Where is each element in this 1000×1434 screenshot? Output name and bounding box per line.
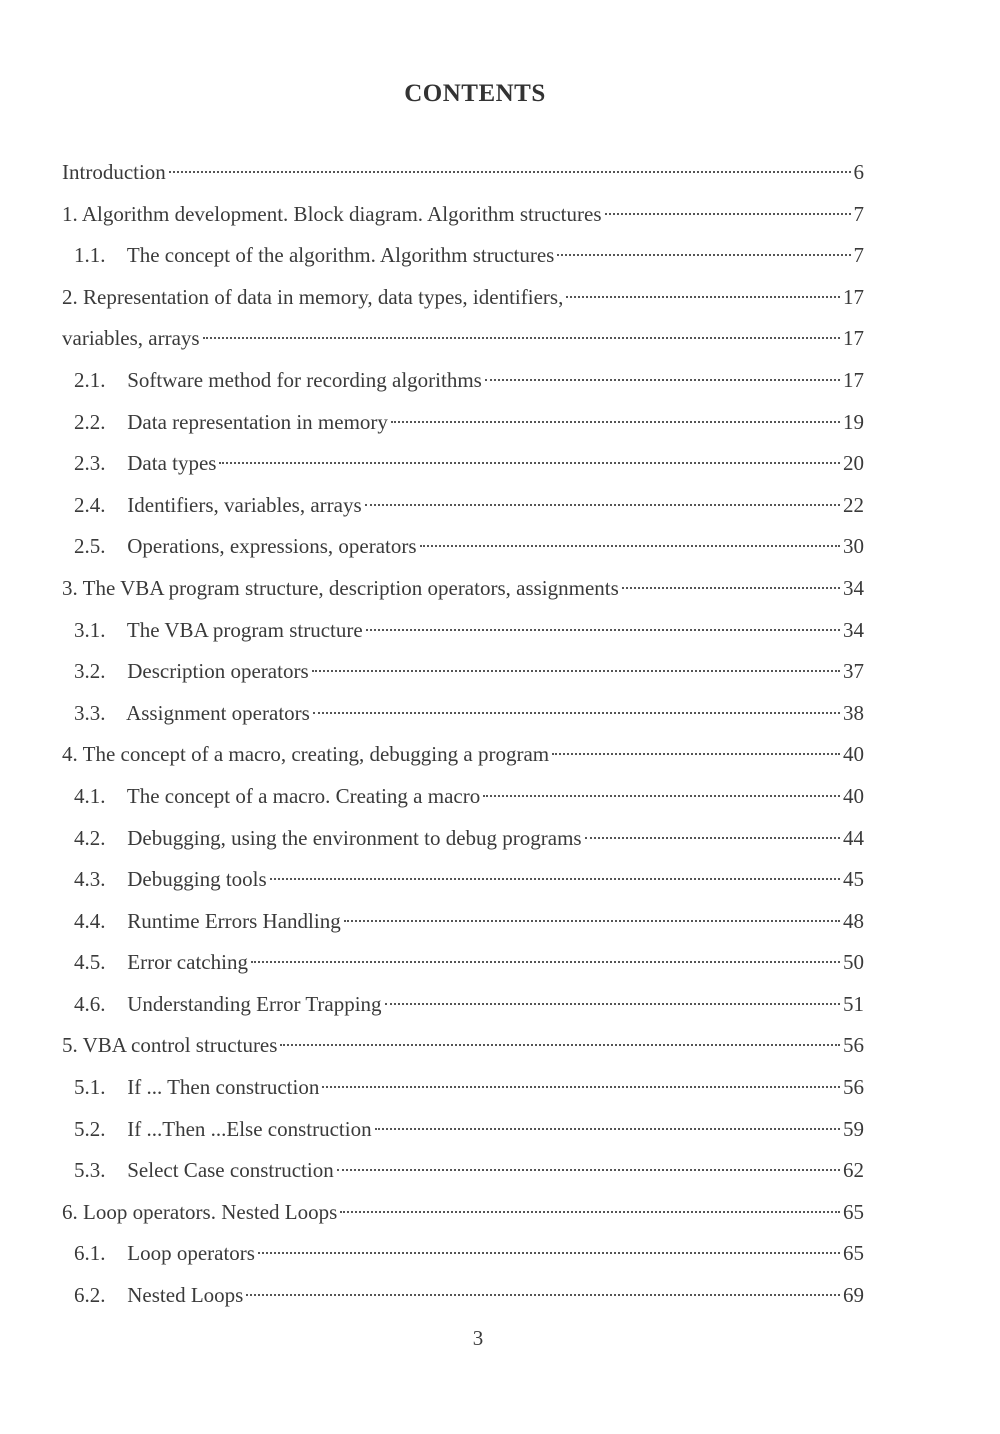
toc-entry-number: 4.1. xyxy=(74,783,106,808)
toc-entry-text xyxy=(74,859,267,901)
toc-entry-number: 6.2. xyxy=(74,1283,106,1308)
toc-entry-page: 20 xyxy=(843,451,864,476)
toc-entry-page: 34 xyxy=(843,575,864,600)
toc-entry-title: Loop operators xyxy=(127,1241,255,1266)
toc-entry-page: 40 xyxy=(843,783,864,808)
toc-entry-text xyxy=(74,651,309,693)
dot-leader xyxy=(312,670,840,672)
toc-entry xyxy=(62,1150,864,1192)
toc-entry-text xyxy=(74,1233,255,1275)
toc-entry-text xyxy=(62,1025,277,1067)
toc-entry-number: 2.5. xyxy=(74,534,106,559)
toc-entry-page: 30 xyxy=(843,534,864,559)
toc-entry-text xyxy=(74,402,388,444)
dot-leader xyxy=(585,837,840,839)
dot-leader xyxy=(258,1252,840,1254)
dot-leader xyxy=(251,961,840,963)
dot-leader xyxy=(344,920,840,922)
toc-entry xyxy=(62,1109,864,1151)
toc-entry-page: 40 xyxy=(843,742,864,767)
toc-entry xyxy=(62,610,864,652)
toc-entry xyxy=(62,526,864,568)
toc-entry-page: 38 xyxy=(843,700,864,725)
dot-leader xyxy=(485,379,840,381)
dot-leader xyxy=(605,213,851,215)
toc-entry-title: Loop operators. Nested Loops xyxy=(83,1199,338,1224)
toc-entry-text xyxy=(62,194,602,236)
toc-entry xyxy=(62,152,864,194)
toc-entry-page: 17 xyxy=(843,367,864,392)
toc-entry xyxy=(62,859,864,901)
toc-entry-page: 7 xyxy=(853,201,864,226)
toc-entry-number: 4.5. xyxy=(74,950,106,975)
toc-entry-number: 3.3. xyxy=(74,700,106,725)
toc-entry-page: 65 xyxy=(843,1241,864,1266)
toc-entry-text xyxy=(62,568,619,610)
toc-entry-page: 34 xyxy=(843,617,864,642)
toc-entry-title: If ...Then ...Else construction xyxy=(127,1116,372,1141)
toc-entry-title: Algorithm development. Block diagram. Algorithm structures xyxy=(81,201,602,226)
toc-entry xyxy=(62,360,864,402)
toc-entry xyxy=(62,901,864,943)
toc-entry-title: Software method for recording algorithms xyxy=(127,367,482,392)
toc-entry-title: The concept of the algorithm. Algorithm structures xyxy=(126,243,555,268)
toc-entry-title: Data types xyxy=(127,451,217,476)
toc-entry xyxy=(62,443,864,485)
toc-entry-text xyxy=(74,485,362,527)
toc-entry-page: 7 xyxy=(853,243,864,268)
toc-entry-number: 6. xyxy=(62,1199,78,1224)
dot-leader xyxy=(375,1128,840,1130)
toc-entry xyxy=(62,235,864,277)
toc-entry-page: 56 xyxy=(843,1033,864,1058)
toc-entry-number: 4.4. xyxy=(74,908,106,933)
toc-entry-number: 1.1. xyxy=(74,243,106,268)
toc-entry-page: 69 xyxy=(843,1283,864,1308)
toc-entry-number: 3.1. xyxy=(74,617,106,642)
toc-entry xyxy=(62,277,864,319)
toc-entry-text xyxy=(74,1275,243,1317)
dot-leader xyxy=(483,795,840,797)
toc-entry-title: The VBA program structure, description operators, assignments xyxy=(82,575,619,600)
toc-entry-page: 51 xyxy=(843,991,864,1016)
toc-entry-number: 3.2. xyxy=(74,659,106,684)
toc-entry-title: Debugging tools xyxy=(127,867,267,892)
toc-entry-text xyxy=(74,526,417,568)
toc-entry-text xyxy=(74,1109,372,1151)
toc-entry-title: Data representation in memory xyxy=(127,409,388,434)
toc-entry-number: 4.2. xyxy=(74,825,106,850)
toc-entry-number: 2.4. xyxy=(74,492,106,517)
dot-leader xyxy=(322,1086,840,1088)
toc-entry-title: Operations, expressions, operators xyxy=(127,534,417,559)
toc-entry-page: 48 xyxy=(843,908,864,933)
toc-entry xyxy=(62,651,864,693)
toc-entry-text xyxy=(74,1067,319,1109)
toc-entry-title: Error catching xyxy=(127,950,248,975)
dot-leader xyxy=(391,421,840,423)
toc-entry-page: 19 xyxy=(843,409,864,434)
toc-entry-text xyxy=(74,942,248,984)
toc-entry-number: 5. xyxy=(62,1033,78,1058)
toc-entry xyxy=(62,1025,864,1067)
toc-entry-title: Runtime Errors Handling xyxy=(127,908,341,933)
table-of-contents xyxy=(62,152,864,1317)
toc-entry-text xyxy=(62,152,166,194)
toc-entry-page: 44 xyxy=(843,825,864,850)
dot-leader xyxy=(313,712,840,714)
toc-entry-number: 1. xyxy=(62,201,78,226)
dot-leader xyxy=(203,337,840,339)
toc-entry-title: Select Case construction xyxy=(127,1158,334,1183)
dot-leader xyxy=(385,1003,840,1005)
toc-entry-number: 4.3. xyxy=(74,867,106,892)
toc-entry-title: The concept of a macro, creating, debugging a program xyxy=(82,742,550,767)
dot-leader xyxy=(169,171,851,173)
toc-entry-page: 62 xyxy=(843,1158,864,1183)
toc-entry xyxy=(62,194,864,236)
toc-entry-number: 4.6. xyxy=(74,991,106,1016)
toc-entry xyxy=(62,818,864,860)
toc-entry-title: Introduction xyxy=(62,160,166,184)
toc-entry xyxy=(62,1192,864,1234)
dot-leader xyxy=(566,296,840,298)
dot-leader xyxy=(340,1211,840,1213)
dot-leader xyxy=(365,504,840,506)
toc-entry xyxy=(62,776,864,818)
toc-entry xyxy=(62,1275,864,1317)
dot-leader xyxy=(366,629,840,631)
dot-leader xyxy=(246,1294,840,1296)
toc-entry-title: Description operators xyxy=(127,659,309,684)
toc-entry-title: Assignment operators xyxy=(126,700,310,725)
toc-entry xyxy=(62,734,864,776)
toc-entry-number: 2.2. xyxy=(74,409,106,434)
toc-entry-text xyxy=(74,984,382,1026)
toc-entry-page: 59 xyxy=(843,1116,864,1141)
toc-entry-text xyxy=(74,235,554,277)
toc-entry-title: Representation of data in memory, data types, identifiers, xyxy=(83,284,564,309)
toc-entry xyxy=(62,485,864,527)
toc-entry-text xyxy=(74,693,310,735)
dot-leader xyxy=(219,462,840,464)
toc-entry-page: 6 xyxy=(853,160,864,184)
dot-leader xyxy=(420,545,840,547)
toc-entry xyxy=(62,1067,864,1109)
toc-entry xyxy=(62,402,864,444)
toc-entry-title: Debugging, using the environment to debug programs xyxy=(127,825,582,850)
toc-entry-number: 2. xyxy=(62,284,78,309)
dot-leader xyxy=(557,254,850,256)
toc-entry-number: 3. xyxy=(62,575,78,600)
dot-leader xyxy=(280,1044,840,1046)
toc-entry-title: VBA control structures xyxy=(82,1033,278,1058)
toc-entry-number: 5.3. xyxy=(74,1158,106,1183)
toc-entry xyxy=(62,942,864,984)
toc-entry-page: 56 xyxy=(843,1075,864,1100)
toc-entry-number: 5.2. xyxy=(74,1116,106,1141)
toc-entry-page: 37 xyxy=(843,659,864,684)
toc-entry-text xyxy=(74,1150,334,1192)
toc-entry-page: 17 xyxy=(843,284,864,309)
toc-entry-title: Identifiers, variables, arrays xyxy=(127,492,362,517)
toc-entry xyxy=(62,318,864,360)
toc-entry-number: 4. xyxy=(62,742,78,767)
toc-entry-text xyxy=(74,901,341,943)
toc-entry-page: 22 xyxy=(843,492,864,517)
toc-entry-number: 2.3. xyxy=(74,451,106,476)
toc-entry-text xyxy=(74,610,363,652)
toc-entry-title: The concept of a macro. Creating a macro xyxy=(126,783,481,808)
toc-entry-text xyxy=(74,443,216,485)
toc-entry-title: variables, arrays xyxy=(62,326,200,351)
dot-leader xyxy=(552,753,840,755)
page-number: 3 xyxy=(472,1326,484,1350)
toc-entry xyxy=(62,693,864,735)
toc-entry-text xyxy=(62,1192,337,1234)
toc-entry-text xyxy=(74,776,480,818)
toc-entry xyxy=(62,984,864,1026)
toc-entry-page: 65 xyxy=(843,1199,864,1224)
toc-entry-title: Understanding Error Trapping xyxy=(127,991,382,1016)
page-title: CONTENTS xyxy=(404,80,546,107)
toc-entry-text xyxy=(74,818,582,860)
toc-entry-title: Nested Loops xyxy=(127,1283,244,1308)
toc-entry-text xyxy=(62,277,563,319)
toc-entry-title: If ... Then construction xyxy=(127,1075,320,1100)
toc-entry-page: 17 xyxy=(843,326,864,351)
toc-entry-title: The VBA program structure xyxy=(126,617,363,642)
toc-entry-text xyxy=(74,360,482,402)
toc-entry xyxy=(62,1233,864,1275)
dot-leader xyxy=(270,878,840,880)
toc-entry-number: 6.1. xyxy=(74,1241,106,1266)
toc-entry-page: 50 xyxy=(843,950,864,975)
toc-entry-text xyxy=(62,318,200,360)
toc-entry-number: 2.1. xyxy=(74,367,106,392)
toc-entry xyxy=(62,568,864,610)
dot-leader xyxy=(622,587,840,589)
toc-entry-page: 45 xyxy=(843,867,864,892)
toc-entry-number: 5.1. xyxy=(74,1075,106,1100)
toc-entry-text xyxy=(62,734,549,776)
dot-leader xyxy=(337,1169,840,1171)
